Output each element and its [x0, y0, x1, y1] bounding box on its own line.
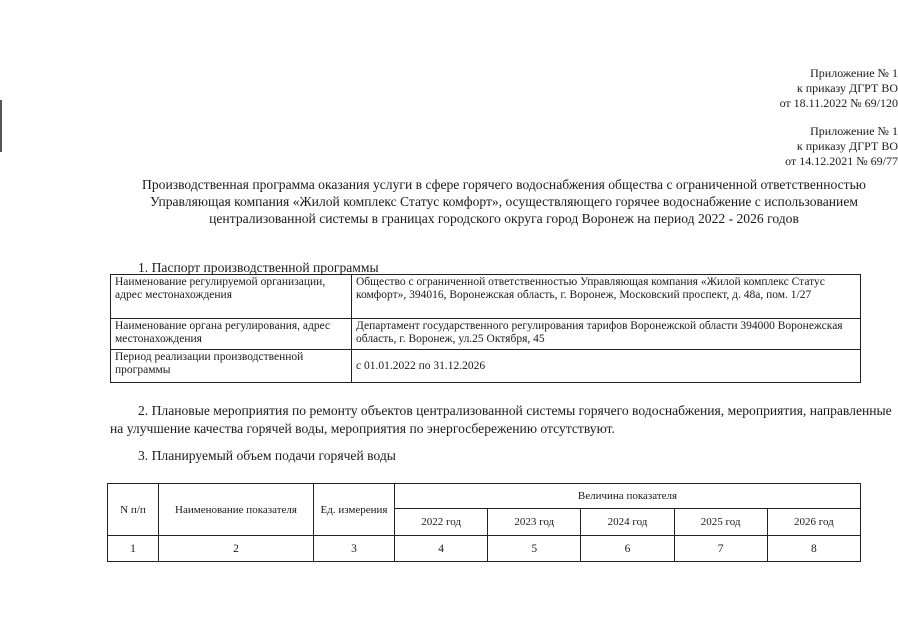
col-header-unit: Ед. измерения [314, 484, 395, 536]
table-cell: 4 [395, 536, 488, 562]
col-header-number: N п/п [108, 484, 159, 536]
section-2-text: 2. Плановые мероприятия по ремонту объектов централизованной системы горячего водоснабжения, мероприятия, направленные на улучшение качества горячей воды, мероприятия по энергосбережению отсутствуют. [110, 403, 892, 436]
table-cell: 8 [767, 536, 860, 562]
appendix-order: к приказу ДГРТ ВО [796, 81, 898, 95]
passport-value: Департамент государственного регулирования тарифов Воронежской области 394000 Воронежская область, г. Воронеж, ул.25 Октября, 45 [352, 319, 861, 350]
table-cell: 7 [674, 536, 767, 562]
col-header-year: 2024 год [581, 509, 674, 536]
table-header-row [108, 484, 861, 509]
table-row [111, 275, 861, 319]
table-row [111, 319, 861, 350]
appendix-note-2021 [785, 124, 898, 169]
appendix-title: Приложение № 1 [810, 66, 898, 80]
volume-table [107, 483, 861, 562]
appendix-date: от 14.12.2021 № 69/77 [785, 154, 898, 168]
col-header-year: 2025 год [674, 509, 767, 536]
table-cell: 1 [108, 536, 159, 562]
appendix-title: Приложение № 1 [810, 124, 898, 138]
table-cell: 5 [488, 536, 581, 562]
appendix-date: от 18.11.2022 № 69/120 [779, 96, 898, 110]
passport-value: Общество с ограниченной ответственностью Управляющая компания «Жилой комплекс Статус комфорт», 394016, Воронежская область, г. Воронеж, Московский проспект, д. 48а, пом. 1/27 [352, 275, 861, 319]
passport-label: Период реализации производственной программы [111, 350, 352, 383]
appendix-note-2022 [780, 66, 898, 111]
table-cell: 6 [581, 536, 674, 562]
table-row [111, 350, 861, 383]
scan-edge-mark [0, 100, 2, 152]
passport-label: Наименование органа регулирования, адрес местонахождения [111, 319, 352, 350]
table-row [108, 536, 861, 562]
section-1-heading: 1. Паспорт производственной программы [138, 260, 379, 275]
col-header-value-group: Величина показателя [395, 484, 861, 509]
passport-value: с 01.01.2022 по 31.12.2026 [352, 350, 861, 383]
passport-label: Наименование регулируемой организации, адрес местонахождения [111, 275, 352, 319]
col-header-name: Наименование показателя [159, 484, 314, 536]
col-header-year: 2022 год [395, 509, 488, 536]
table-cell: 3 [314, 536, 395, 562]
section-3-heading: 3. Планируемый объем подачи горячей воды [138, 448, 396, 463]
col-header-year: 2026 год [767, 509, 860, 536]
table-cell: 2 [159, 536, 314, 562]
appendix-order: к приказу ДГРТ ВО [796, 139, 898, 153]
document-title: Производственная программа оказания услуги в сфере горячего водоснабжения общества с ограниченной ответственностью Управляющая компания «Жилой комплекс Статус комфорт», осуществляющего горячее водоснабжение с использованием централизованной системы в границах городского округа город Воронеж на период 2022 - 2026 годов [142, 177, 866, 226]
passport-table [110, 274, 861, 383]
col-header-year: 2023 год [488, 509, 581, 536]
